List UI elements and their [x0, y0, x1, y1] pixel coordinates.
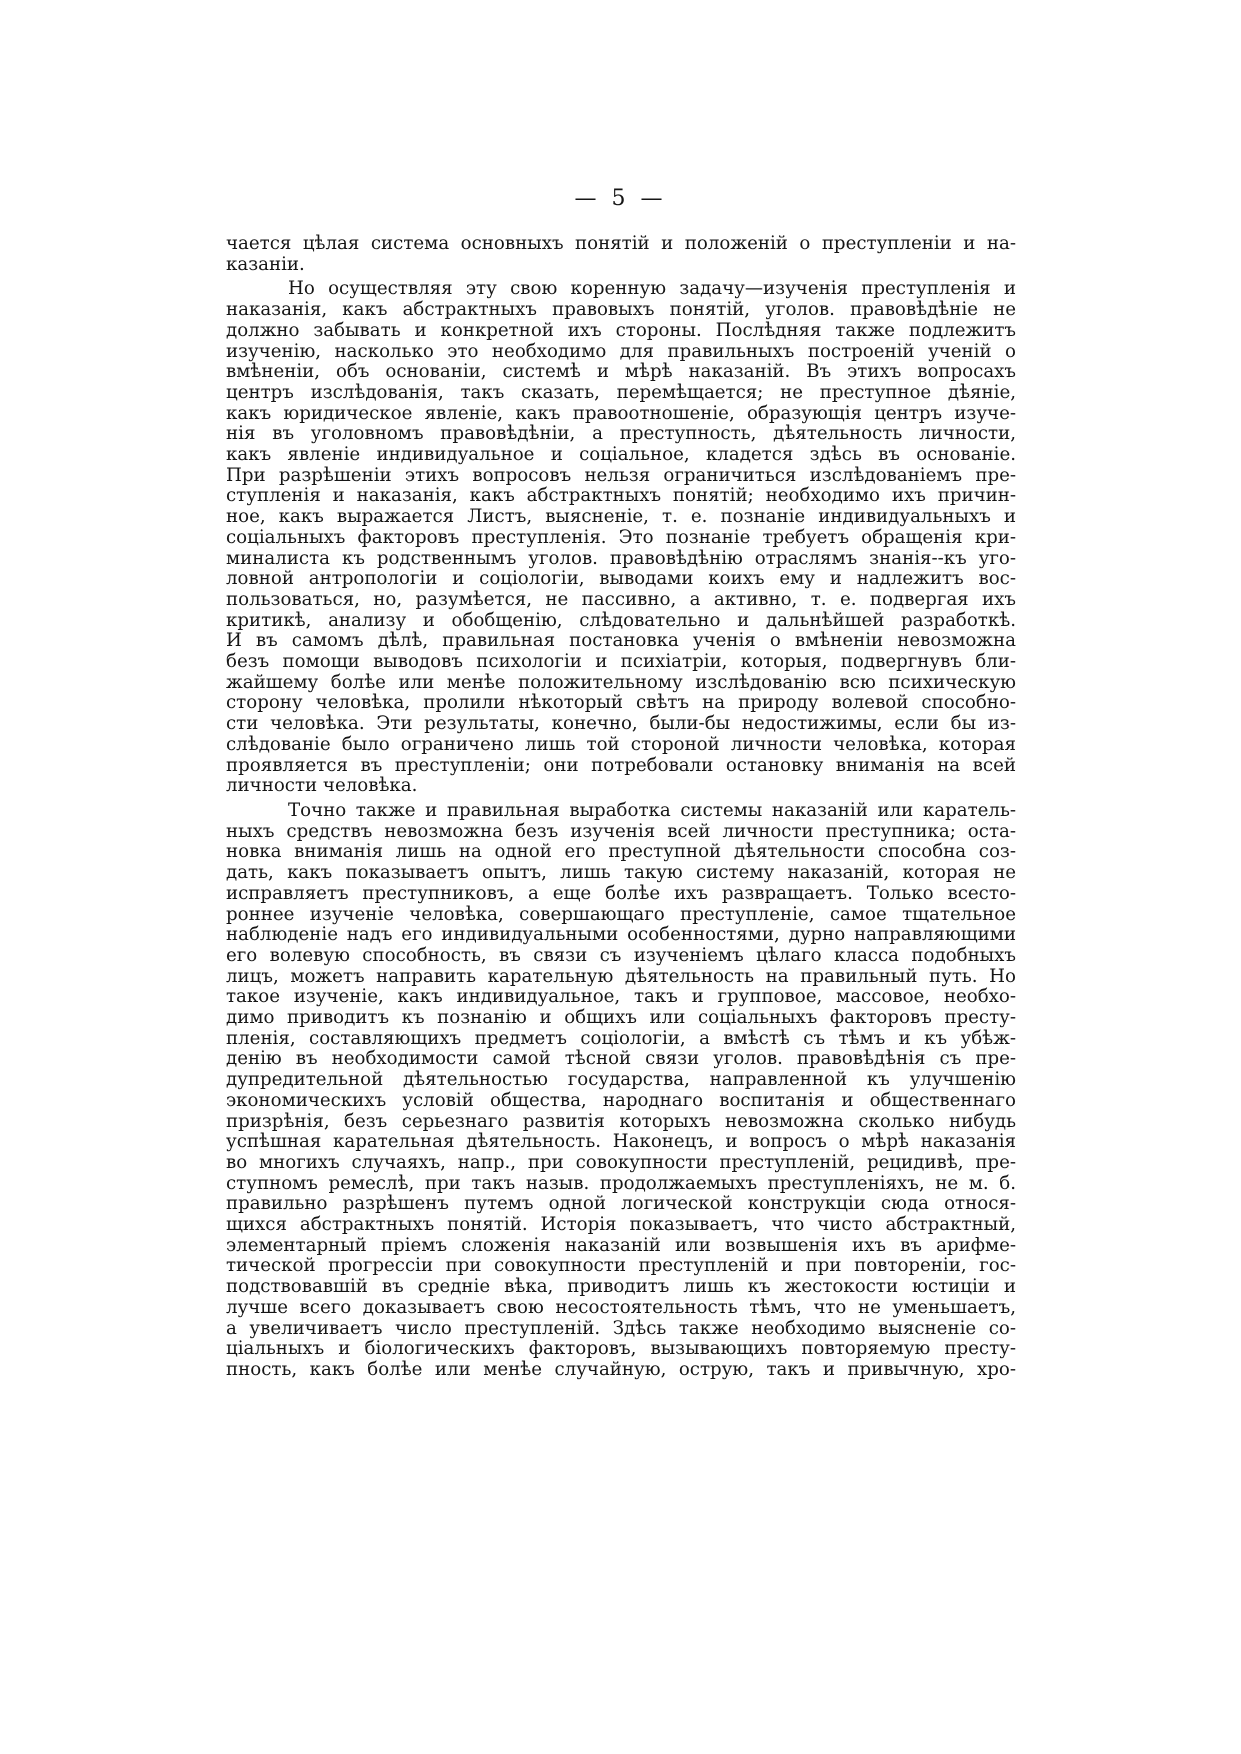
text-line: наказанія, какъ абстрактныхъ правовыхъ понятій, уголов. правовѣдѣніе не	[226, 299, 1016, 321]
text-line: нія въ уголовномъ правовѣдѣніи, а преступность, дѣятельность личности,	[226, 423, 1016, 445]
text-line: успѣшная карательная дѣятельность. Наконецъ, и вопросъ о мѣрѣ наказанія	[226, 1131, 1016, 1153]
text-line: дупредительной дѣятельностью государства, направленной къ улучшенію	[226, 1069, 1016, 1091]
text-line: центръ изслѣдованія, такъ сказать, перемѣщается; не преступное дѣяніе,	[226, 381, 1016, 403]
text-line: призрѣнія, безъ серьезнаго развитія которыхъ невозможна сколько нибудь	[226, 1110, 1016, 1132]
text-line: чается цѣлая система основныхъ понятій и положеній о преступленіи и на-	[226, 233, 1016, 254]
text-line: безъ помощи выводовъ психологіи и психіатріи, которыя, подвергнувъ бли-	[226, 651, 1016, 673]
text-line: пользоваться, но, разумѣется, не пассивно, а активно, т. е. подвергая ихъ	[226, 588, 1016, 610]
text-line: ступномъ ремеслѣ, при такъ назыв. продолжаемыхъ преступленіяхъ, не м. б.	[226, 1172, 1016, 1194]
text-line: дать, какъ показываетъ опытъ, лишь такую систему наказаній, которая не	[226, 862, 1016, 884]
text-line: соціальныхъ факторовъ преступленія. Это познаніе требуетъ обращенія кри-	[226, 526, 1016, 548]
text-line: элементарный пріемъ сложенія наказаній или возвышенія ихъ въ арифме-	[226, 1234, 1016, 1256]
text-line: роннее изученіе человѣка, совершающаго преступленіе, самое тщательное	[226, 903, 1016, 925]
text-line: подствовавшій въ средніе вѣка, приводитъ лишь къ жестокости юстиціи и	[226, 1276, 1016, 1298]
text-line: денію въ необходимости самой тѣсной связи уголов. правовѣдѣнія съ пре-	[226, 1048, 1016, 1070]
text-line: вмѣненіи, объ основаніи, системѣ и мѣрѣ наказаній. Въ этихъ вопросахъ	[226, 361, 1016, 383]
text-line: тической прогрессіи при совокупности преступленій и при повтореніи, гос-	[226, 1255, 1016, 1277]
text-line: какъ юридическое явленіе, какъ правоотношеніе, образующія центръ изуче-	[226, 402, 1016, 424]
text-line: лучше всего доказываетъ свою несостоятельность тѣмъ, что не уменьшаетъ,	[226, 1296, 1016, 1318]
text-line: ловной антропологіи и соціологіи, выводами коихъ ему и надлежитъ вос-	[226, 568, 1016, 590]
text-line: пленія, составляющихъ предметъ соціологіи, а вмѣстѣ съ тѣмъ и къ убѣж-	[226, 1027, 1016, 1049]
text-line: должно забывать и конкретной ихъ стороны. Послѣдняя также подлежитъ	[226, 319, 1016, 341]
text-line: исправляетъ преступниковъ, а еще болѣе ихъ развращаетъ. Только всесто-	[226, 882, 1016, 904]
text-line: Точно также и правильная выработка системы наказаній или каратель-	[288, 799, 1016, 821]
page-number: — 5 —	[574, 186, 667, 211]
text-line: Но осуществляя эту свою коренную задачу—изученія преступленія и	[288, 278, 1016, 300]
text-line: димо приводитъ къ познанію и общихъ или соціальныхъ факторовъ престу-	[226, 1007, 1016, 1029]
text-line: жайшему болѣе или менѣе положительному изслѣдованію всю психическую	[226, 671, 1016, 693]
text-line: И въ самомъ дѣлѣ, правильная постановка ученія о вмѣненіи невозможна	[226, 630, 1016, 652]
text-line: При разрѣшеніи этихъ вопросовъ нельзя ограничиться изслѣдованіемъ пре-	[226, 464, 1016, 486]
text-line: ціальныхъ и біологическихъ факторовъ, вызывающихъ повторяемую престу-	[226, 1338, 1016, 1360]
text-line: наблюденіе надъ его индивидуальными особенностями, дурно направляющими	[226, 924, 1016, 946]
text-line: какъ явленіе индивидуальное и соціальное, кладется здѣсь въ основаніе.	[226, 444, 1016, 466]
text-line: сторону человѣка, пролили нѣкоторый свѣтъ на природу волевой способно-	[226, 692, 1016, 714]
text-line: проявляется въ преступленіи; они потребовали остановку вниманія на всей	[226, 754, 1016, 776]
text-line: миналиста къ родственнымъ уголов. правовѣдѣнію отраслямъ знанія--къ уго-	[226, 547, 1016, 569]
text-line: ныхъ средствъ невозможна безъ изученія всей личности преступника; оста-	[226, 820, 1016, 842]
text-line: во многихъ случаяхъ, напр., при совокупности преступленій, рецидивѣ, пре-	[226, 1151, 1016, 1173]
text-line: личности человѣка.	[226, 775, 418, 797]
text-line: его волевую способность, въ связи съ изученіемъ цѣлаго класса подобныхъ	[226, 944, 1016, 966]
text-line: ное, какъ выражается Листъ, выясненіе, т. е. познаніе индивидуальныхъ и	[226, 506, 1016, 528]
text-line: сти человѣка. Эти результаты, конечно, были-бы недостижимы, если бы из-	[226, 713, 1016, 735]
text-line: новка вниманія лишь на одной его преступной дѣятельности способна соз-	[226, 841, 1016, 863]
text-line: изученію, насколько это необходимо для правильныхъ построеній ученій о	[226, 340, 1016, 362]
text-line: а увеличиваетъ число преступленій. Здѣсь также необходимо выясненіе со-	[226, 1317, 1016, 1339]
text-line: критикѣ, анализу и обобщенію, слѣдовательно и дальнѣйшей разработкѣ.	[226, 609, 1016, 631]
text-line: ступленія и наказанія, какъ абстрактныхъ понятій; необходимо ихъ причин-	[226, 485, 1016, 507]
text-line: лицъ, можетъ направить карательную дѣятельность на правильный путь. Но	[226, 965, 1016, 987]
text-line: правильно разрѣшенъ путемъ одной логической конструкціи сюда относя-	[226, 1193, 1016, 1215]
body-text	[226, 234, 1016, 1381]
text-line: щихся абстрактныхъ понятій. Исторія показываетъ, что чисто абстрактный,	[226, 1214, 1016, 1236]
text-line: пность, какъ болѣе или менѣе случайную, острую, такъ и привычную, хро-	[226, 1358, 1016, 1380]
text-line: слѣдованіе было ограничено лишь той стороной личности человѣка, которая	[226, 733, 1016, 755]
text-line: такое изученіе, какъ индивидуальное, такъ и групповое, массовое, необхо-	[226, 986, 1016, 1008]
text-line: экономическихъ условій общества, народнаго воспитанія и общественнаго	[226, 1089, 1016, 1111]
text-line: казаніи.	[226, 253, 305, 275]
